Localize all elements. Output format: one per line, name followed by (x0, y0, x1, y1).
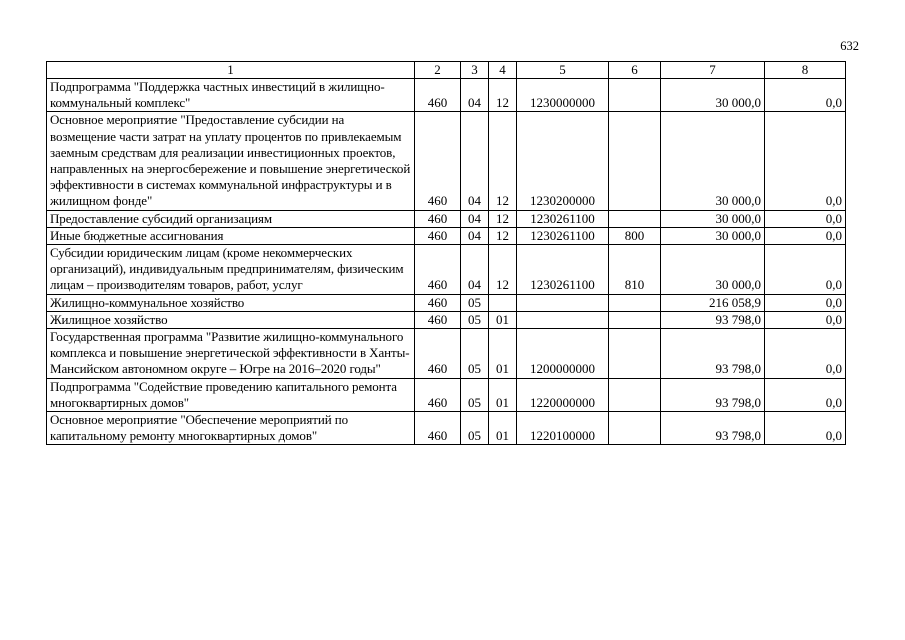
table-row (47, 227, 846, 244)
cell-amount-2: 0,0 (765, 245, 846, 295)
cell-ministry: 460 (415, 210, 461, 227)
cell-target-code (517, 294, 609, 311)
row-name: Жилищное хозяйство (47, 311, 415, 328)
cell-section: 04 (461, 210, 489, 227)
cell-expense-type: 810 (609, 245, 661, 295)
cell-section: 05 (461, 311, 489, 328)
cell-subsection: 01 (489, 412, 517, 445)
cell-subsection: 01 (489, 378, 517, 411)
header-cell: 1 (47, 62, 415, 79)
cell-section: 05 (461, 294, 489, 311)
table-row (47, 311, 846, 328)
cell-amount-2: 0,0 (765, 79, 846, 112)
cell-expense-type (609, 412, 661, 445)
cell-section: 05 (461, 412, 489, 445)
header-cell: 2 (415, 62, 461, 79)
cell-amount: 93 798,0 (661, 329, 765, 379)
table-row (47, 112, 846, 210)
table-row (47, 79, 846, 112)
cell-amount-2: 0,0 (765, 378, 846, 411)
cell-subsection: 12 (489, 227, 517, 244)
cell-section: 05 (461, 378, 489, 411)
cell-target-code (517, 311, 609, 328)
cell-ministry: 460 (415, 311, 461, 328)
row-name: Предоставление субсидий организациям (47, 210, 415, 227)
cell-expense-type (609, 311, 661, 328)
header-cell: 6 (609, 62, 661, 79)
cell-amount-2: 0,0 (765, 112, 846, 210)
cell-amount: 30 000,0 (661, 79, 765, 112)
cell-expense-type: 800 (609, 227, 661, 244)
cell-expense-type (609, 329, 661, 379)
cell-amount-2: 0,0 (765, 311, 846, 328)
cell-amount: 30 000,0 (661, 245, 765, 295)
cell-target-code: 1220100000 (517, 412, 609, 445)
cell-subsection: 01 (489, 329, 517, 379)
row-name: Государственная программа "Развитие жилищно-коммунального комплекса и повышение энергетической эффективности в Ханты-Мансийском автономном округе – Югре на 2016–2020 годы" (47, 329, 415, 379)
table-row (47, 378, 846, 411)
row-name: Субсидии юридическим лицам (кроме некоммерческих организаций), индивидуальным предпринимателям, физическим лицам – производителям товаров, работ, услуг (47, 245, 415, 295)
cell-amount: 93 798,0 (661, 412, 765, 445)
cell-section: 04 (461, 227, 489, 244)
cell-section: 04 (461, 112, 489, 210)
cell-amount-2: 0,0 (765, 412, 846, 445)
cell-amount: 30 000,0 (661, 227, 765, 244)
cell-target-code: 1230000000 (517, 79, 609, 112)
cell-expense-type (609, 378, 661, 411)
cell-target-code: 1200000000 (517, 329, 609, 379)
cell-amount-2: 0,0 (765, 210, 846, 227)
cell-ministry: 460 (415, 294, 461, 311)
cell-subsection: 12 (489, 210, 517, 227)
cell-ministry: 460 (415, 378, 461, 411)
cell-ministry: 460 (415, 329, 461, 379)
cell-ministry: 460 (415, 245, 461, 295)
cell-subsection: 01 (489, 311, 517, 328)
cell-expense-type (609, 210, 661, 227)
table-row (47, 210, 846, 227)
cell-target-code: 1230261100 (517, 210, 609, 227)
cell-section: 05 (461, 329, 489, 379)
cell-amount-2: 0,0 (765, 329, 846, 379)
header-cell: 3 (461, 62, 489, 79)
header-cell: 5 (517, 62, 609, 79)
cell-target-code: 1230261100 (517, 227, 609, 244)
cell-subsection: 12 (489, 79, 517, 112)
cell-amount-2: 0,0 (765, 294, 846, 311)
cell-ministry: 460 (415, 79, 461, 112)
header-cell: 7 (661, 62, 765, 79)
row-name: Основное мероприятие "Обеспечение мероприятий по капитальному ремонту многоквартирных домов" (47, 412, 415, 445)
cell-amount: 30 000,0 (661, 112, 765, 210)
budget-table (46, 61, 846, 445)
row-name: Жилищно-коммунальное хозяйство (47, 294, 415, 311)
cell-expense-type (609, 112, 661, 210)
cell-amount: 93 798,0 (661, 311, 765, 328)
row-name: Иные бюджетные ассигнования (47, 227, 415, 244)
cell-expense-type (609, 79, 661, 112)
cell-subsection: 12 (489, 245, 517, 295)
header-cell: 4 (489, 62, 517, 79)
cell-ministry: 460 (415, 112, 461, 210)
cell-section: 04 (461, 245, 489, 295)
cell-target-code: 1230200000 (517, 112, 609, 210)
table-row (47, 329, 846, 379)
cell-target-code: 1220000000 (517, 378, 609, 411)
row-name: Подпрограмма "Поддержка частных инвестиций в жилищно-коммунальный комплекс" (47, 79, 415, 112)
cell-amount: 216 058,9 (661, 294, 765, 311)
cell-section: 04 (461, 79, 489, 112)
row-name: Основное мероприятие "Предоставление субсидии на возмещение части затрат на уплату процентов по привлекаемым заемным средствам для реализации инвестиционных проектов, направленных на энергосбережение и повышение энергетической эффективности в системах коммунальной инфраструктуры и в жилищном фонде" (47, 112, 415, 210)
cell-amount: 30 000,0 (661, 210, 765, 227)
page-number: 632 (840, 39, 859, 53)
table-row (47, 245, 846, 295)
cell-ministry: 460 (415, 412, 461, 445)
row-name: Подпрограмма "Содействие проведению капитального ремонта многоквартирных домов" (47, 378, 415, 411)
cell-ministry: 460 (415, 227, 461, 244)
cell-amount: 93 798,0 (661, 378, 765, 411)
cell-subsection (489, 294, 517, 311)
header-cell: 8 (765, 62, 846, 79)
table-row (47, 294, 846, 311)
cell-subsection: 12 (489, 112, 517, 210)
cell-amount-2: 0,0 (765, 227, 846, 244)
cell-expense-type (609, 294, 661, 311)
table-header-row (47, 62, 846, 79)
cell-target-code: 1230261100 (517, 245, 609, 295)
table-row (47, 412, 846, 445)
